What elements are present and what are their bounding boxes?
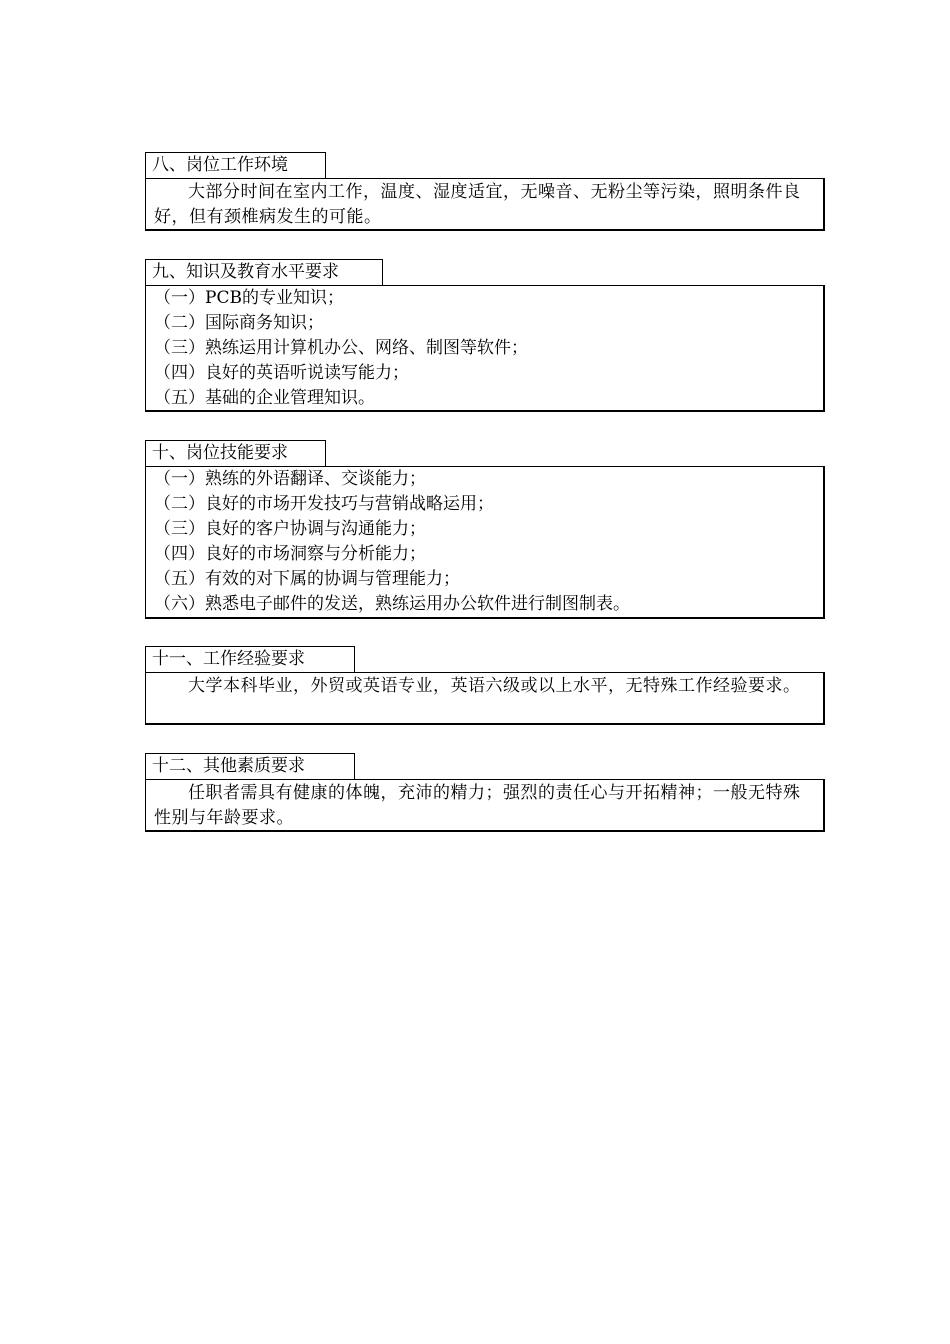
section-work-experience (145, 646, 825, 725)
section-paragraph: 大学本科毕业，外贸或英语专业，英语六级或以上水平，无特殊工作经验要求。 (188, 676, 801, 696)
section-job-skills (145, 440, 825, 619)
section-body (145, 285, 825, 412)
section-title: 十、岗位技能要求 (145, 440, 326, 466)
list-item: （六）熟悉电子邮件的发送，熟练运用办公软件进行制图制表。 (154, 594, 630, 614)
section-body (145, 779, 825, 832)
section-body (145, 672, 825, 725)
section-work-environment (145, 152, 825, 231)
section-title: 九、知识及教育水平要求 (145, 259, 383, 285)
section-paragraph: 任职者需具有健康的体魄，充沛的精力；强烈的责任心与开拓精神；一般无特殊性别与年龄要求。 (154, 783, 801, 828)
section-title: 八、岗位工作环境 (145, 152, 326, 178)
list-item: （一）熟练的外语翻译、交谈能力； (154, 469, 426, 489)
requirement-list (154, 286, 815, 411)
section-title: 十一、工作经验要求 (145, 646, 355, 672)
requirement-list (154, 467, 815, 617)
list-item: （四）良好的英语听说读写能力； (154, 363, 409, 383)
section-title: 十二、其他素质要求 (145, 753, 355, 779)
list-item: （二）良好的市场开发技巧与营销战略运用； (154, 494, 494, 514)
section-body (145, 178, 825, 231)
section-knowledge-education (145, 259, 825, 412)
list-item: （三）良好的客户协调与沟通能力； (154, 519, 426, 539)
list-item: （五）有效的对下属的协调与管理能力； (154, 569, 460, 589)
list-item: （一）PCB的专业知识； (154, 288, 344, 308)
list-item: （四）良好的市场洞察与分析能力； (154, 544, 426, 564)
list-item: （三）熟练运用计算机办公、网络、制图等软件； (154, 338, 528, 358)
section-other-qualities (145, 753, 825, 832)
list-item: （二）国际商务知识； (154, 313, 324, 333)
list-item: （五）基础的企业管理知识。 (154, 388, 375, 408)
section-body (145, 466, 825, 619)
section-paragraph: 大部分时间在室内工作，温度、湿度适宜，无噪音、无粉尘等污染，照明条件良好，但有颈椎病发生的可能。 (154, 182, 801, 227)
